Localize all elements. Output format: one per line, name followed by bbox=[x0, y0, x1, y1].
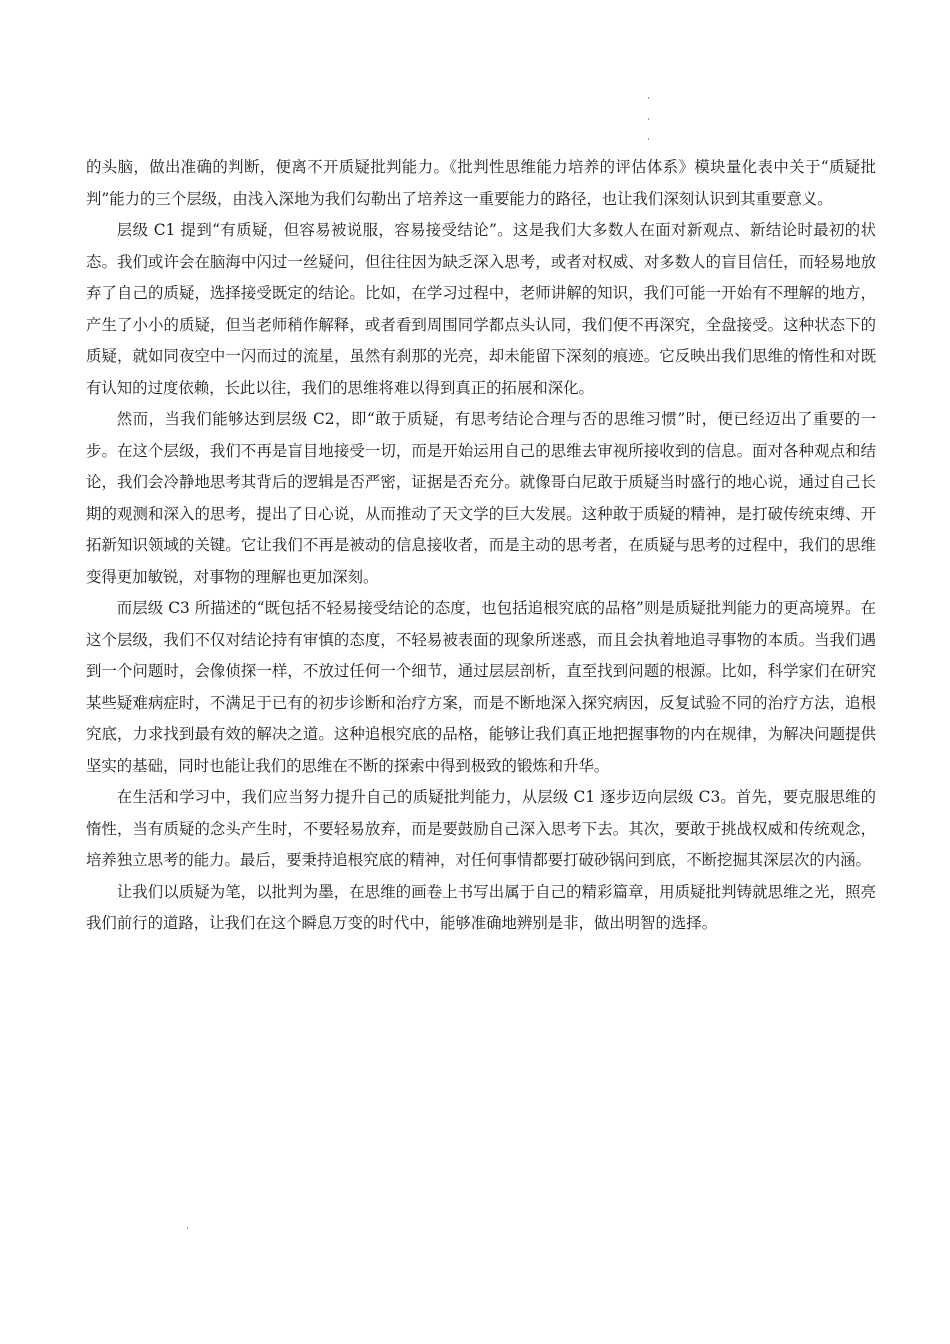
paragraph-level-c2: 然而，当我们能够达到层级 C2，即“敢于质疑，有思考结论合理与否的思维习惯”时，便已经迈出了重要的一步。在这个层级，我们不再是盲目地接受一切，而是开始运用自己的思维去审视所接收到的信息。面对各种观点和结论，我们会冷静地思考其背后的逻辑是否严密，证据是否充分。就像哥白尼敢于质疑当时盛行的地心说，通过自己长期的观测和深入的思考，提出了日心说，从而推动了天文学的巨大发展。这种敢于质疑的精神，是打破传统束缚、开拓新知识领域的关键。它让我们不再是被动的信息接收者，而是主动的思考者，在质疑与思考的过程中，我们的思维变得更加敏锐，对事物的理解也更加深刻。 bbox=[86, 410, 876, 586]
scan-mark bbox=[187, 1227, 188, 1229]
paragraph-conclusion: 让我们以质疑为笔，以批判为墨，在思维的画卷上书写出属于自己的精彩篇章，用质疑批判铸就思维之光，照亮我们前行的道路，让我们在这个瞬息万变的时代中，能够准确地辨别是非，做出明智的选择。 bbox=[86, 882, 876, 932]
scan-mark bbox=[648, 138, 649, 140]
scan-mark bbox=[648, 97, 649, 99]
document-body bbox=[86, 152, 876, 940]
paragraph-level-c1: 层级 C1 提到“有质疑，但容易被说服，容易接受结论”。这是我们大多数人在面对新观点、新结论时最初的状态。我们或许会在脑海中闪过一丝疑问，但往往因为缺乏深入思考，或者对权威、对多数人的盲目信任，而轻易地放弃了自己的质疑，选择接受既定的结论。比如，在学习过程中，老师讲解的知识，我们可能一开始有不理解的地方，产生了小小的质疑，但当老师稍作解释，或者看到周围同学都点头认同，我们便不再深究，全盘接受。这种状态下的质疑，就如同夜空中一闪而过的流星，虽然有刹那的光亮，却未能留下深刻的痕迹。它反映出我们思维的惰性和对既有认知的过度依赖，长此以往，我们的思维将难以得到真正的拓展和深化。 bbox=[86, 221, 876, 397]
scan-mark bbox=[648, 118, 649, 120]
paragraph-level-c3: 而层级 C3 所描述的“既包括不轻易接受结论的态度，也包括追根究底的品格”则是质疑批判能力的更高境界。在这个层级，我们不仅对结论持有审慎的态度，不轻易被表面的现象所迷惑，而且会执着地追寻事物的本质。当我们遇到一个问题时，会像侦探一样，不放过任何一个细节，通过层层剖析，直至找到问题的根源。比如，科学家们在研究某些疑难病症时，不满足于已有的初步诊断和治疗方案，而是不断地深入探究病因，反复试验不同的治疗方法，追根究底，力求找到最有效的解决之道。这种追根究底的品格，能够让我们真正地把握事物的内在规律，为解决问题提供坚实的基础，同时也能让我们的思维在不断的探索中得到极致的锻炼和升华。 bbox=[86, 599, 876, 775]
paragraph-continuation: 的头脑，做出准确的判断，便离不开质疑批判能力。《批判性思维能力培养的评估体系》模块量化表中关于“质疑批判”能力的三个层级，由浅入深地为我们勾勒出了培养这一重要能力的路径，也让我们深刻认识到其重要意义。 bbox=[86, 158, 876, 208]
paragraph-improvement: 在生活和学习中，我们应当努力提升自己的质疑批判能力，从层级 C1 逐步迈向层级 C3。首先，要克服思维的惰性，当有质疑的念头产生时，不要轻易放弃，而是要鼓励自己深入思考下去。其次，要敢于挑战权威和传统观念，培养独立思考的能力。最后，要秉持追根究底的精神，对任何事情都要打破砂锅问到底，不断挖掘其深层次的内涵。 bbox=[86, 788, 876, 869]
